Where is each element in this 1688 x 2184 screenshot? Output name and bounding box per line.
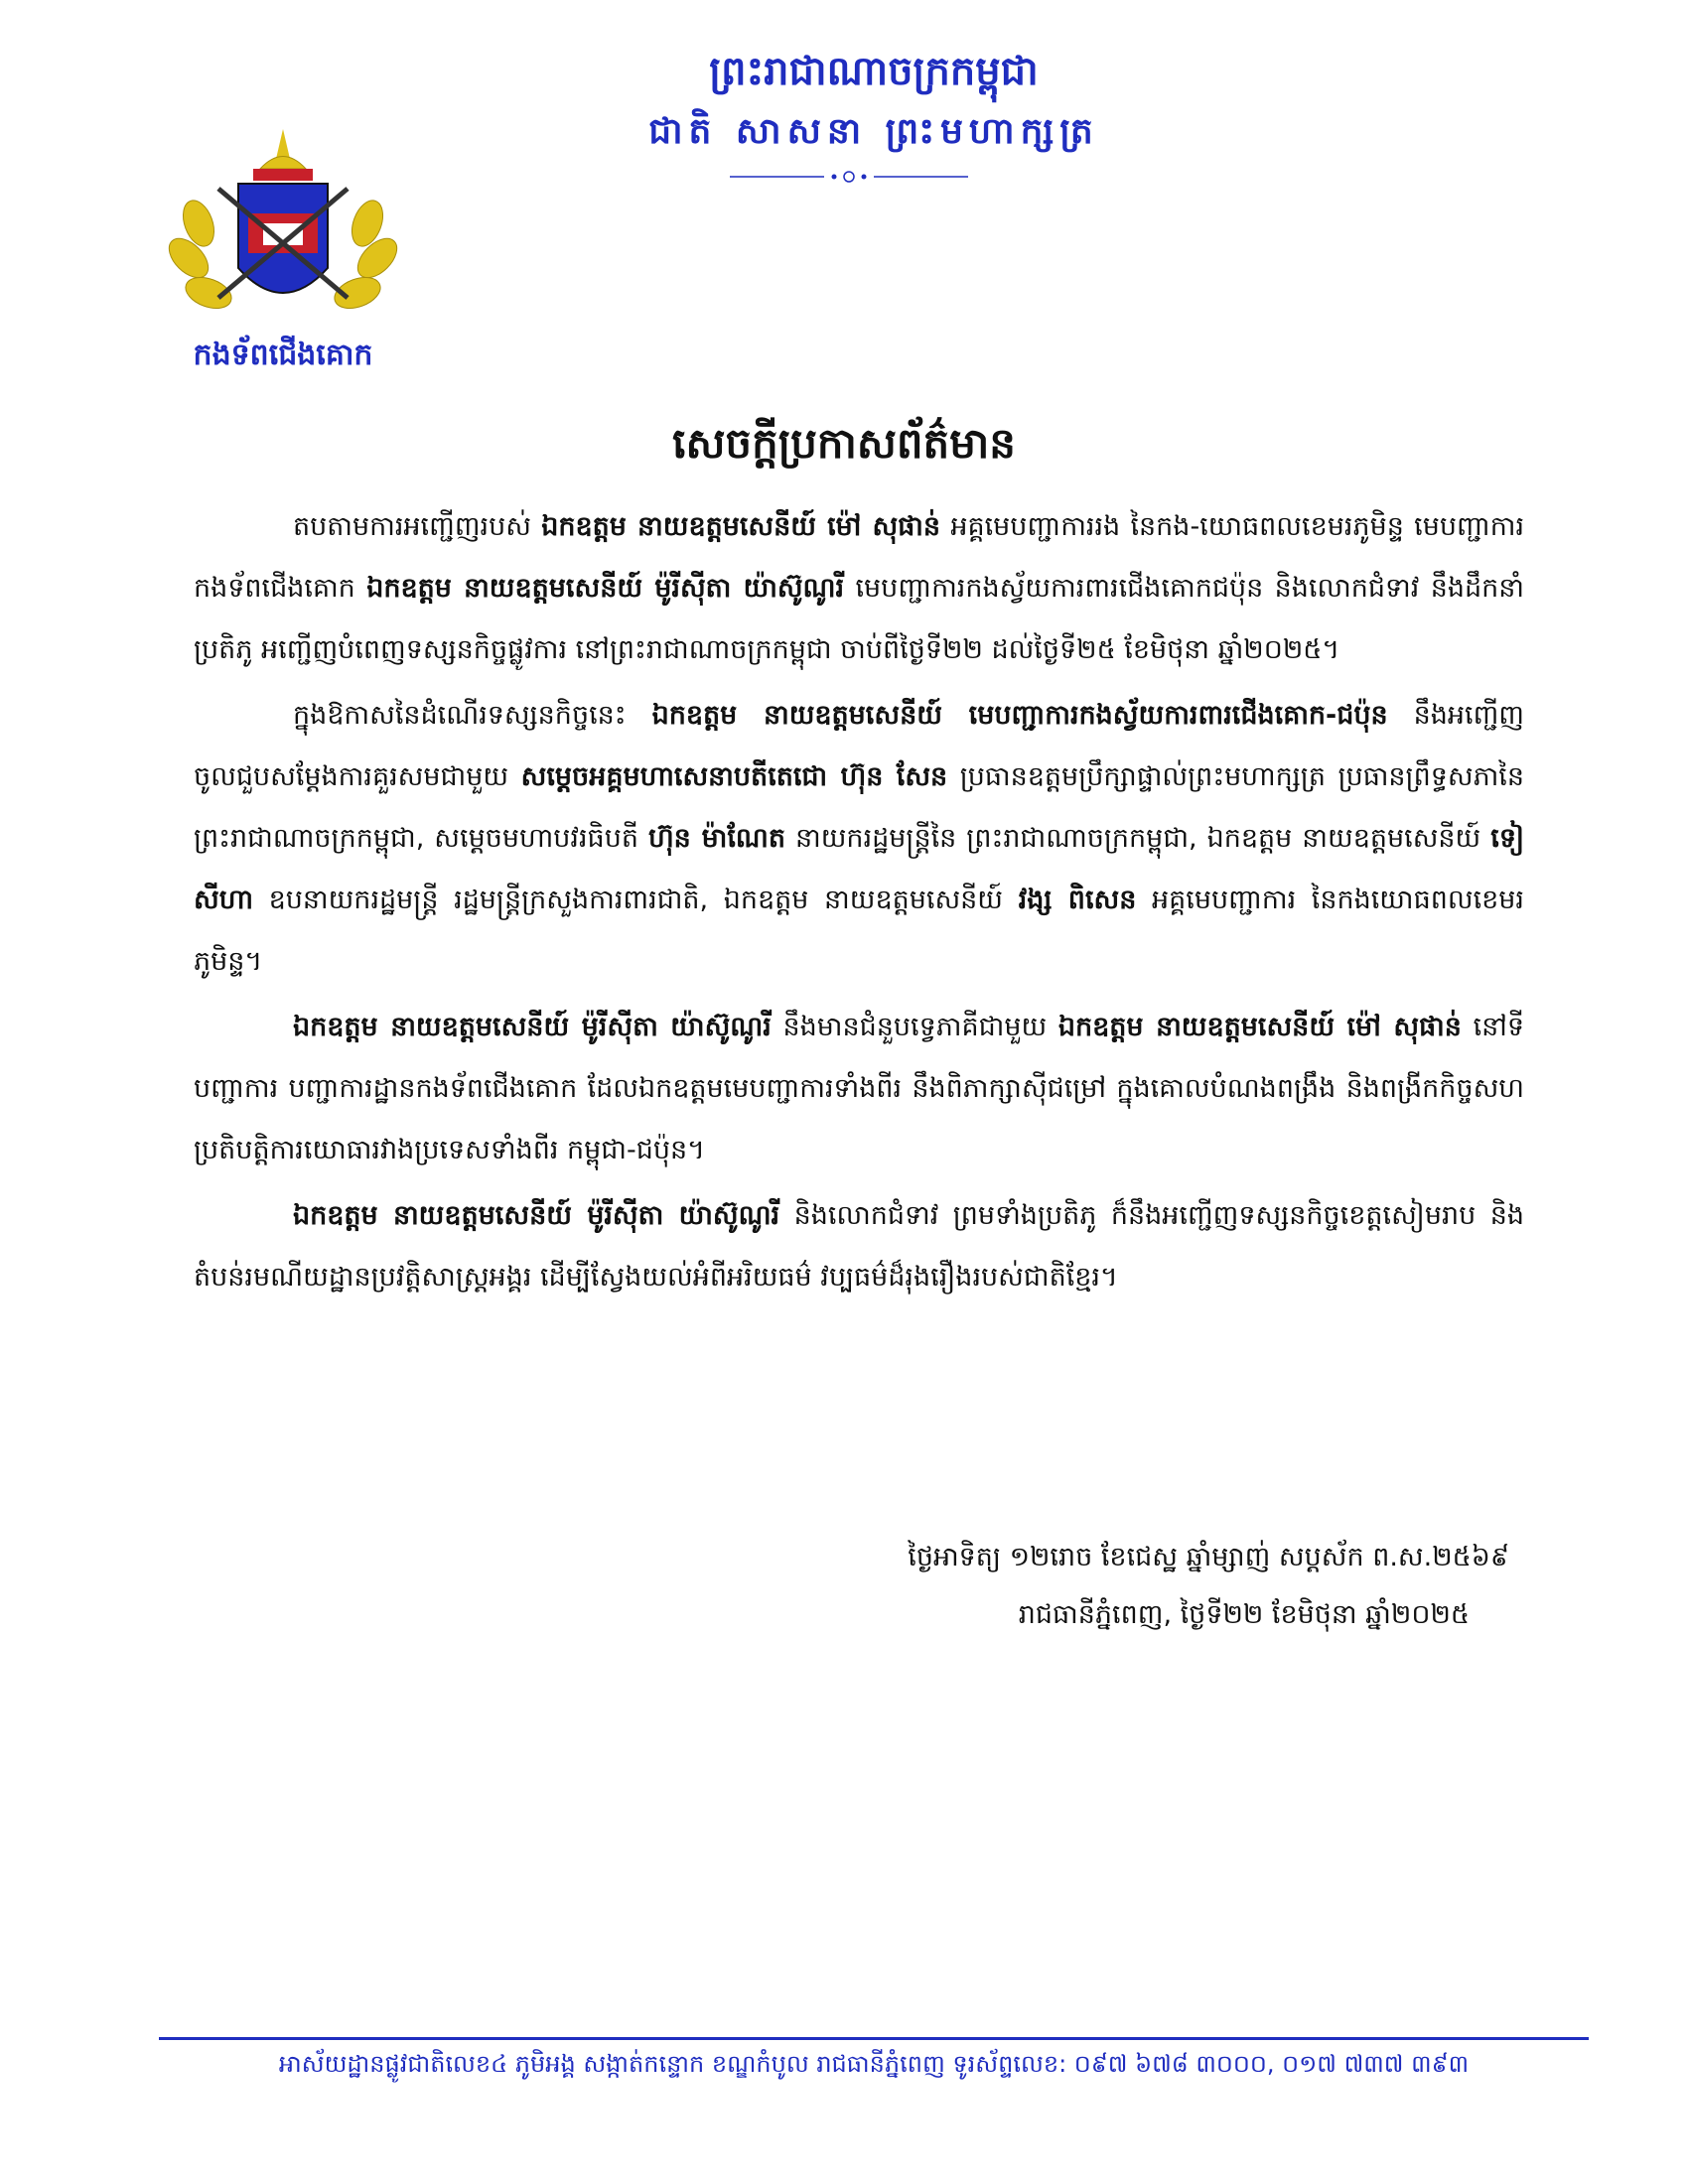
p2-text-2: នឹងអញ្ជើញចូលជួបសម្តែងការគួរសមជាមួយ: [194, 700, 1524, 792]
p1-bold-2: ឯកឧត្តម នាយឧត្តមសេនីយ៍ ម៉ូរីស៊ីតា យ៉ាស៊ូណូរី: [366, 573, 845, 604]
paragraph-3: [194, 997, 1524, 1181]
ornament-divider-icon: [730, 167, 968, 187]
p1-text-1: តបតាមការអញ្ជើញរបស់: [293, 511, 542, 542]
lunar-date: ថ្ងៃអាទិត្យ ១២រោច ខែជេស្ឋ ឆ្នាំម្សាញ់ សប្តស័ក ព.ស.២៥៦៩: [908, 1542, 1509, 1572]
national-motto: ជាតិ សាសនា ព្រះមហាក្សត្រ: [648, 111, 1099, 152]
p2-text-6: អគ្គមេបញ្ជាការ នៃកងយោធពលខេមរភូមិន្ទ។: [194, 885, 1524, 977]
date-block: [814, 1529, 1509, 1644]
p2-text-1: ក្នុងឱកាសនៃដំណើរទស្សនកិច្ចនេះ: [293, 700, 652, 731]
p2-bold-1: ឯកឧត្តម នាយឧត្តមសេនីយ៍ មេបញ្ជាការកងស្វ័យការពារជើងគោក-ជប៉ុន: [651, 700, 1388, 731]
p2-text-4: នាយករដ្ឋមន្ត្រីនៃ ព្រះរាជាណាចក្រកម្ពុជា, ឯកឧត្តម នាយឧត្តមសេនីយ៍: [785, 823, 1491, 854]
document-title: សេចក្តីប្រកាសព័ត៌មាន: [672, 419, 1016, 468]
paragraph-1: [194, 496, 1524, 681]
p2-text-3: ប្រធានឧត្តមប្រឹក្សាផ្ទាល់ព្រះមហាក្សត្រ ប្រធានព្រឹទ្ធសភានៃព្រះរាជាណាចក្រកម្ពុជា, សម្តេចមហាបវរធិបតី: [194, 761, 1524, 854]
p2-text-5: ឧបនាយករដ្ឋមន្ត្រី រដ្ឋមន្ត្រីក្រសួងការពារជាតិ, ឯកឧត្តម នាយឧត្តមសេនីយ៍: [253, 885, 1019, 915]
document-body: [194, 496, 1524, 1312]
p2-bold-4: ទៀ សីហា: [194, 823, 1524, 915]
p1-text-2: អគ្គមេបញ្ជាការរង នៃកង-យោធពលខេមរភូមិន្ទ មេបញ្ជាការកងទ័ពជើងគោក: [194, 511, 1525, 604]
p3-text-2: នៅទីបញ្ជាការ បញ្ជាការដ្ឋានកងទ័ពជើងគោក ដែលឯកឧត្តមមេបញ្ជាការទាំងពីរ នឹងពិភាក្សាស៊ីជម្រៅ ក្នុងគោលបំណងពង្រឹង និងពង្រីកកិច្ចសហប្រតិបត្តិការយោធារវាងប្រទេសទាំងពីរ កម្ពុជា-ជប៉ុន។: [194, 1012, 1524, 1165]
unit-name: កងទ័ពជើងគោក: [193, 338, 373, 372]
footer-divider: [159, 2037, 1589, 2040]
paragraph-4: [194, 1185, 1524, 1308]
solar-date: រាជធានីភ្នំពេញ, ថ្ងៃទី២២ ខែមិថុនា ឆ្នាំ២០២៥: [1018, 1599, 1470, 1630]
p1-bold-1: ឯកឧត្តម នាយឧត្តមសេនីយ៍ ម៉ៅ សុផាន់: [541, 511, 941, 542]
footer-address: អាស័យដ្ឋានផ្លូវជាតិលេខ៤ ភូមិអង្គ សង្កាត់កន្ទោក ខណ្ឌកំបូល រាជធានីភ្នំពេញ ទូរស័ព្ទលេខ: ០៩៧ ៦៧៨ ៣០០០, ០១៧ ៧៣៧ ៣៩៣: [278, 2050, 1470, 2078]
p2-bold-3: ហ៊ុន ម៉ាណែត: [647, 823, 786, 854]
p4-text-1: និងលោកជំទាវ ព្រមទាំងប្រតិភូ ក៏នឹងអញ្ជើញទស្សនកិច្ចខេត្តសៀមរាប និងតំបន់រមណីយដ្ឋានប្រវត្តិសាស្ត្រអង្គរ ដើម្បីស្វែងយល់អំពីអរិយធម៌ វប្បធម៌ដ៏រុងរឿងរបស់ជាតិខ្មែរ។: [194, 1200, 1524, 1293]
p2-bold-2: សម្តេចអគ្គមហាសេនាបតីតេជោ ហ៊ុន សែន: [520, 761, 948, 792]
p4-bold-1: ឯកឧត្តម នាយឧត្តមសេនីយ៍ ម៉ូរីស៊ីតា យ៉ាស៊ូណូរី: [293, 1200, 780, 1231]
p3-bold-1: ឯកឧត្តម នាយឧត្តមសេនីយ៍ ម៉ូរីស៊ីតា យ៉ាស៊ូណូរី: [293, 1012, 772, 1042]
army-emblem-icon: [149, 129, 417, 328]
p2-bold-5: វង្ស ពិសេន: [1018, 885, 1137, 915]
paragraph-2: [194, 685, 1524, 993]
p1-text-3: មេបញ្ជាការកងស្វ័យការពារជើងគោកជប៉ុន និងលោកជំទាវ នឹងដឹកនាំប្រតិភូ អញ្ជើញបំពេញទស្សនកិច្ចផ្លូវការ នៅព្រះរាជាណាចក្រកម្ពុជា ចាប់ពីថ្ងៃទី២២ ដល់ថ្ងៃទី២៥ ខែមិថុនា ឆ្នាំ២០២៥។: [194, 573, 1524, 665]
p3-text-1: នឹងមានជំនួបទ្វេភាគីជាមួយ: [771, 1012, 1058, 1042]
p3-bold-2: ឯកឧត្តម នាយឧត្តមសេនីយ៍ ម៉ៅ សុផាន់: [1057, 1012, 1462, 1042]
kingdom-header: [596, 40, 1152, 161]
kingdom-name: ព្រះរាជាណាចក្រកម្ពុជា: [709, 49, 1039, 94]
